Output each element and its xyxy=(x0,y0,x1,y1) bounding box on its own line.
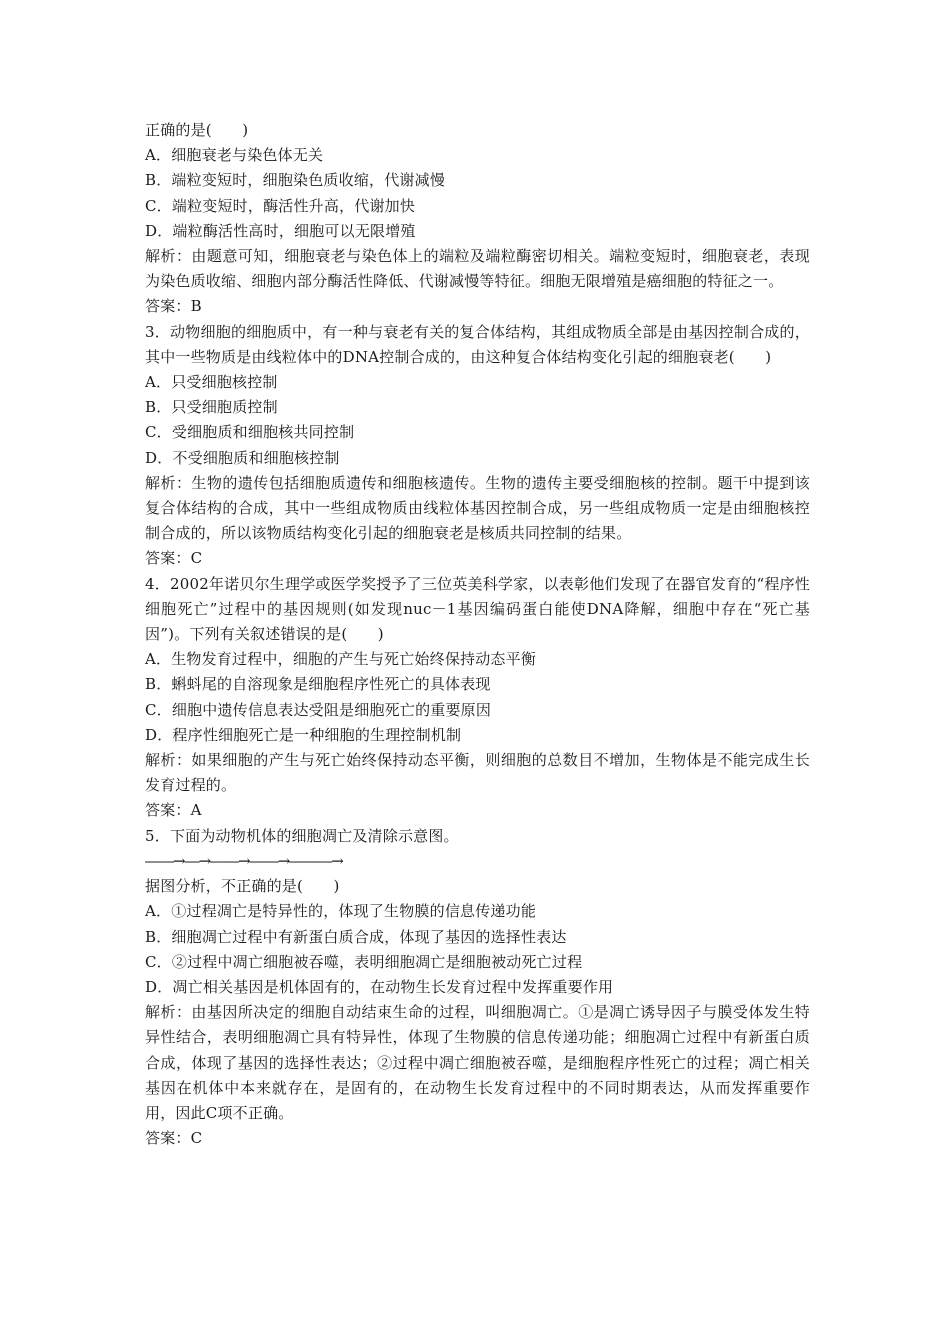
document-page xyxy=(145,118,810,1151)
question-3-option-c: C．受细胞质和细胞核共同控制 xyxy=(145,423,355,442)
figure-arrow-row: ――→―→――→――→―――→ xyxy=(145,851,343,870)
question-2-option-d: D．端粒酶活性高时，细胞可以无限增殖 xyxy=(145,221,416,240)
question-5-stem: 5．下面为动物机体的细胞凋亡及清除示意图。 xyxy=(145,826,459,845)
question-5-option-b: B．细胞凋亡过程中有新蛋白质合成，体现了基因的选择性表达 xyxy=(145,927,567,946)
question-5-answer: 答案：C xyxy=(145,1129,203,1148)
question-2-option-b: B．端粒变短时，细胞染色质收缩，代谢减慢 xyxy=(145,171,446,190)
question-5-option-a: A．①过程凋亡是特异性的，体现了生物膜的信息传递功能 xyxy=(145,902,537,921)
question-5 xyxy=(145,824,810,1152)
question-4-option-a: A．生物发育过程中，细胞的产生与死亡始终保持动态平衡 xyxy=(145,650,537,669)
question-2 xyxy=(145,118,810,320)
question-3-option-b: B．只受细胞质控制 xyxy=(145,398,278,417)
question-2-option-a: A．细胞衰老与染色体无关 xyxy=(145,146,324,165)
question-2-analysis: 解析：由题意可知，细胞衰老与染色体上的端粒及端粒酶密切相关。端粒变短时，细胞衰老，表现为染色质收缩、细胞内部分酶活性降低、代谢减慢等特征。细胞无限增殖是癌细胞的特征之一。 xyxy=(145,247,810,291)
question-5-option-d: D．凋亡相关基因是机体固有的，在动物生长发育过程中发挥重要作用 xyxy=(145,977,614,996)
question-4-analysis: 解析：如果细胞的产生与死亡始终保持动态平衡，则细胞的总数目不增加，生物体是不能完成生长发育过程的。 xyxy=(145,751,810,795)
question-4 xyxy=(145,572,810,824)
question-4-option-c: C．细胞中遗传信息表达受阻是细胞死亡的重要原因 xyxy=(145,700,492,719)
question-2-stem: 正确的是( ) xyxy=(145,121,249,139)
question-3-option-d: D．不受细胞质和细胞核控制 xyxy=(145,448,340,467)
question-3-analysis: 解析：生物的遗传包括细胞质遗传和细胞核遗传。生物的遗传主要受细胞核的控制。题干中提到该复合体结构的合成，其中一些组成物质由线粒体基因控制合成，另一些组成物质一定是由细胞核控制合成的，所以该物质结构变化引起的细胞衰老是核质共同控制的结果。 xyxy=(145,473,810,543)
question-3-stem: 3．动物细胞的细胞质中，有一种与衰老有关的复合体结构，其组成物质全部是由基因控制合成的，其中一些物质是由线粒体中的DNA控制合成的，由这种复合体结构变化引起的细胞衰老( ) xyxy=(145,322,810,366)
question-4-option-d: D．程序性细胞死亡是一种细胞的生理控制机制 xyxy=(145,725,462,744)
question-5-sub-stem: 据图分析，不正确的是( ) xyxy=(145,877,340,896)
question-4-answer: 答案：A xyxy=(145,801,202,820)
question-4-option-b: B．蝌蚪尾的自溶现象是细胞程序性死亡的具体表现 xyxy=(145,675,491,694)
question-3-option-a: A．只受细胞核控制 xyxy=(145,373,278,392)
question-2-option-c: C．端粒变短时，酶活性升高，代谢加快 xyxy=(145,196,416,215)
question-5-analysis: 解析：由基因所决定的细胞自动结束生命的过程，叫细胞凋亡。①是凋亡诱导因子与膜受体发生特异性结合，表明细胞凋亡具有特异性，体现了生物膜的信息传递功能；细胞凋亡过程中有新蛋白质合成，体现了基因的选择性表达；②过程中凋亡细胞被吞噬，是细胞程序性死亡的过程；凋亡相关基因在机体中本来就存在，是固有的，在动物生长发育过程中的不同时期表达，从而发挥重要作用，因此C项不正确。 xyxy=(145,1003,810,1122)
question-5-option-c: C．②过程中凋亡细胞被吞噬，表明细胞凋亡是细胞被动死亡过程 xyxy=(145,952,583,971)
question-3-answer: 答案：C xyxy=(145,549,203,568)
question-2-answer: 答案：B xyxy=(145,297,202,316)
question-4-stem: 4．2002年诺贝尔生理学或医学奖授予了三位英美科学家，以表彰他们发现了在器官发育的“程序性细胞死亡”过程中的基因规则(如发现nuc－1基因编码蛋白能使DNA降解，细胞中存在“死亡基因”)。下列有关叙述错误的是( ) xyxy=(145,574,810,644)
question-3 xyxy=(145,320,810,572)
